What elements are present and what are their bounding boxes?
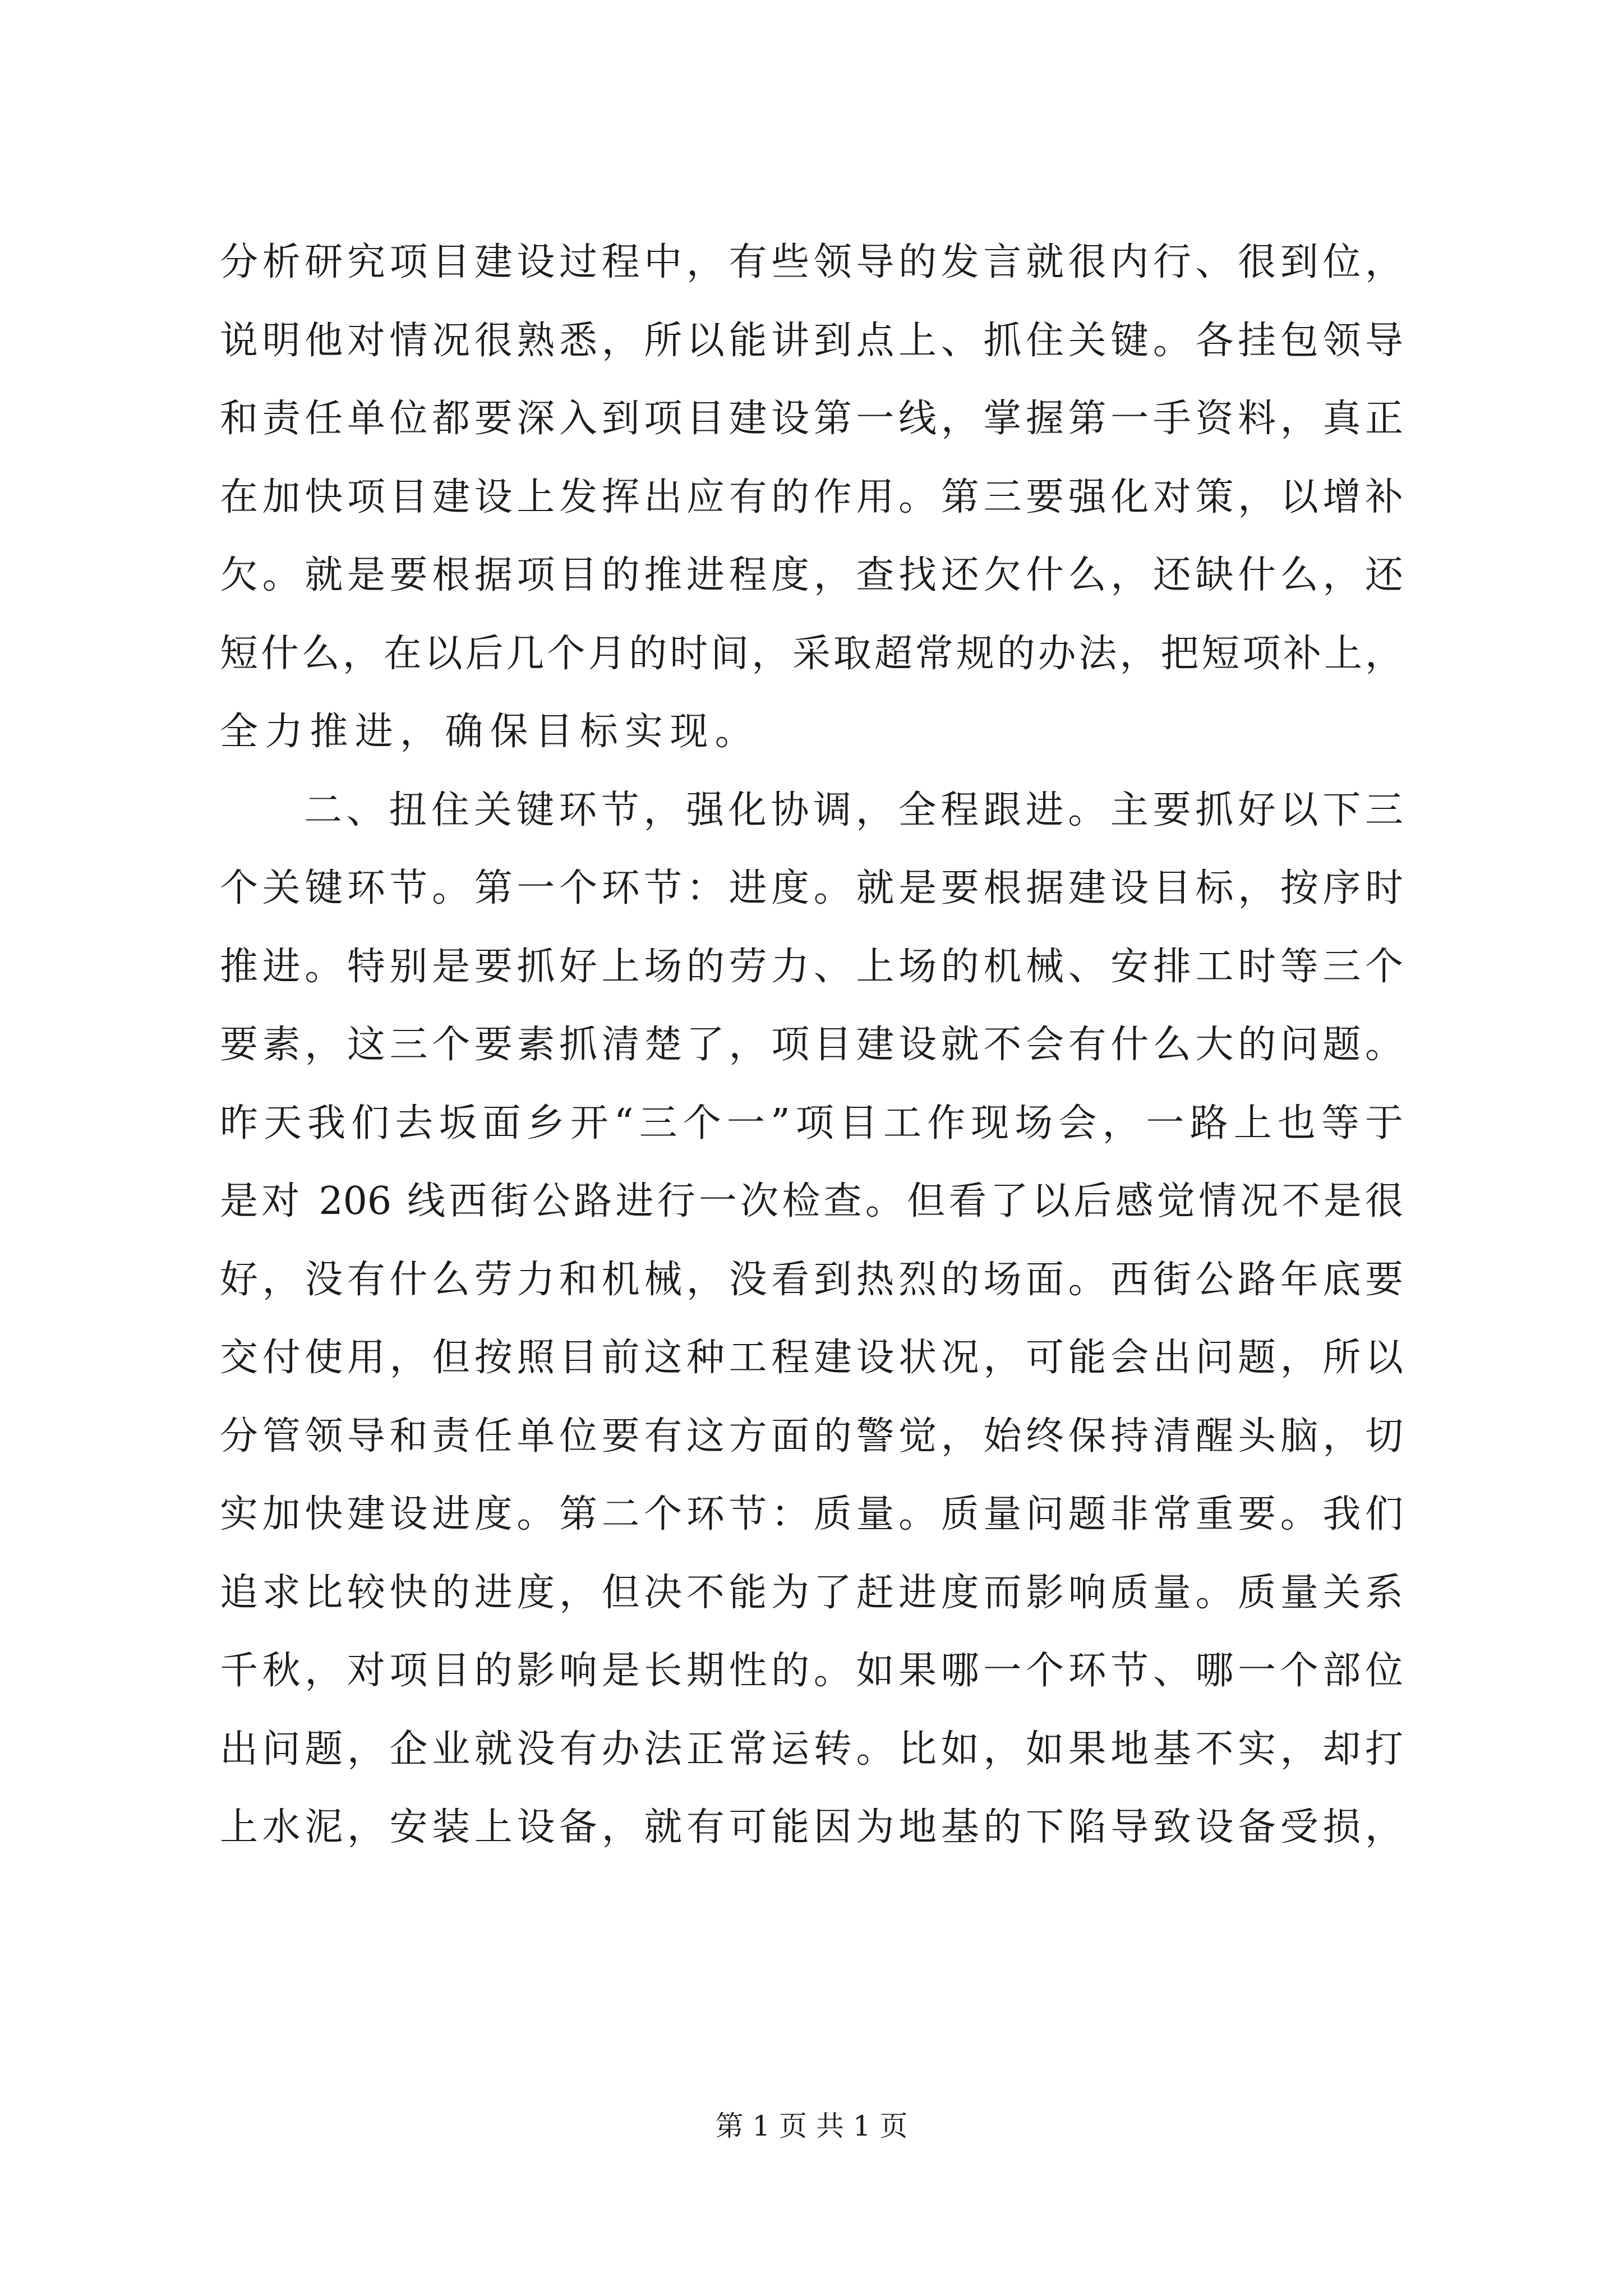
text-line: 推进。特别是要抓好上场的劳力、上场的机械、安排工时等三个 — [220, 944, 1403, 989]
text-line: 实加快建设进度。第二个环节：质量。质量问题非常重要。我们 — [220, 1492, 1403, 1536]
page-number: 第 1 页 共 1 页 — [715, 2110, 908, 2142]
text-line: 和责任单位都要深入到项目建设第一线，掌握第一手资料，真正 — [220, 397, 1403, 441]
paragraph-start-line: 二、扭住关键环节，强化协调，全程跟进。主要抓好以下三 — [304, 788, 1403, 832]
text-line: 要素，这三个要素抓清楚了，项目建设就不会有什么大的问题。 — [220, 1023, 1403, 1067]
text-line: 个关键环节。第一个环节：进度。就是要根据建设目标，按序时 — [220, 866, 1403, 910]
text-line: 在加快项目建设上发挥出应有的作用。第三要强化对策，以增补 — [220, 475, 1403, 519]
text-line: 分管领导和责任单位要有这方面的警觉，始终保持清醒头脑，切 — [220, 1414, 1403, 1458]
text-line: 好，没有什么劳力和机械，没看到热烈的场面。西街公路年底要 — [220, 1257, 1403, 1302]
text-line: 昨天我们去坂面乡开“三个一”项目工作现场会，一路上也等于 — [220, 1101, 1403, 1145]
text-line: 短什么，在以后几个月的时间，采取超常规的办法，把短项补上， — [220, 631, 1403, 676]
text-line: 说明他对情况很熟悉，所以能讲到点上、抓住关键。各挂包领导 — [220, 318, 1403, 363]
text-line: 是对 206 线西街公路进行一次检查。但看了以后感觉情况不是很 — [220, 1179, 1403, 1223]
document-body — [220, 223, 1403, 1867]
text-line: 分析研究项目建设过程中，有些领导的发言就很内行、很到位， — [220, 240, 1403, 284]
text-line: 出问题，企业就没有办法正常运转。比如，如果地基不实，却打 — [220, 1727, 1403, 1772]
text-line: 全力推进，确保目标实现。 — [220, 710, 760, 754]
text-line: 千秋，对项目的影响是长期性的。如果哪一个环节、哪一个部位 — [220, 1649, 1403, 1693]
text-line: 交付使用，但按照目前这种工程建设状况，可能会出问题，所以 — [220, 1336, 1403, 1380]
page-footer — [0, 2109, 1623, 2143]
text-line: 追求比较快的进度，但决不能为了赶进度而影响质量。质量关系 — [220, 1570, 1403, 1615]
text-line: 上水泥，安装上设备，就有可能因为地基的下陷导致设备受损， — [220, 1805, 1403, 1849]
text-line: 欠。就是要根据项目的推进程度，查找还欠什么，还缺什么，还 — [220, 553, 1403, 597]
